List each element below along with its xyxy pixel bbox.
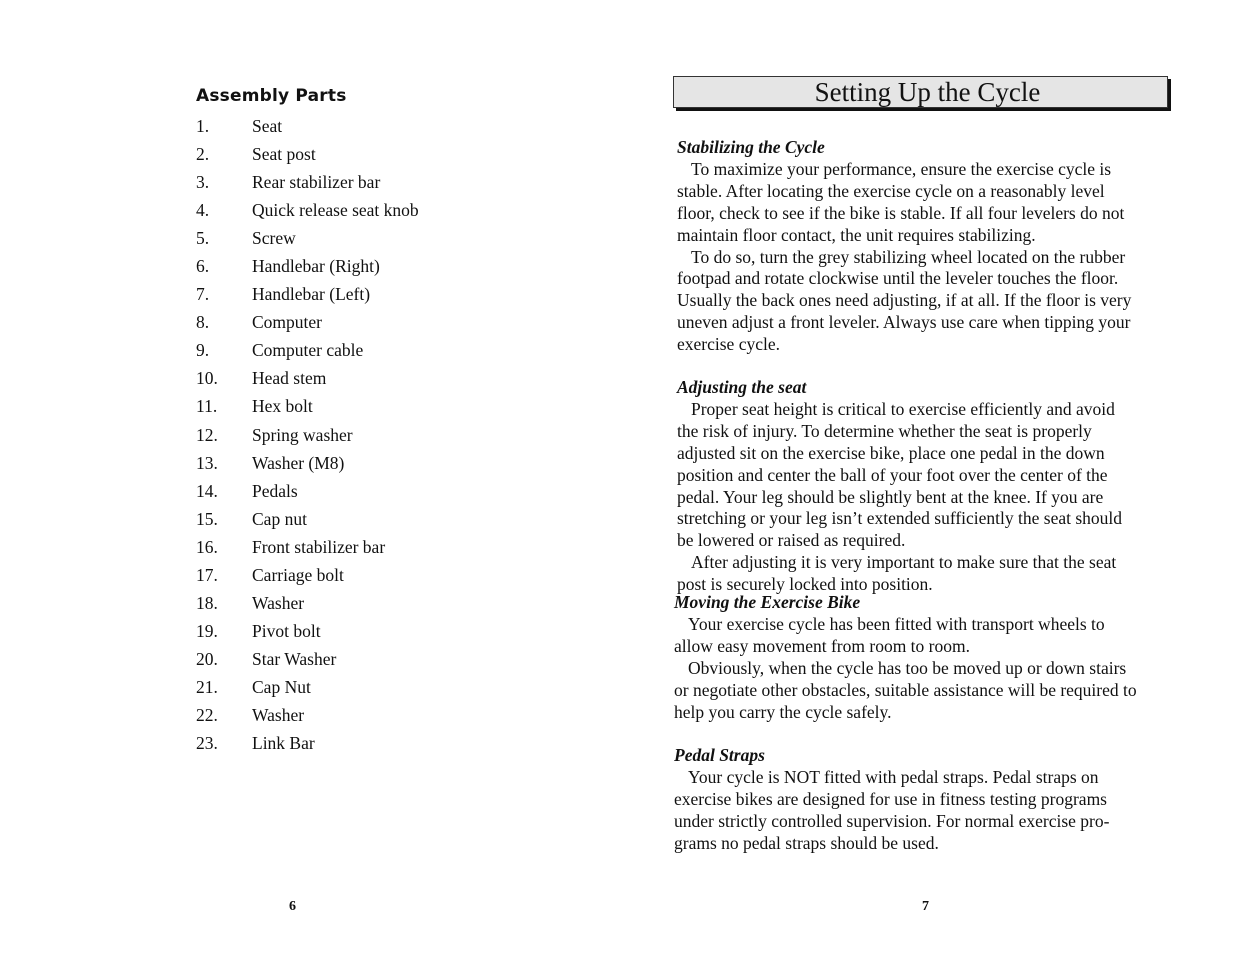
list-item: [196, 254, 419, 282]
left-page: [0, 0, 617, 954]
part-number: 4.: [196, 200, 210, 221]
paragraph-line: Proper seat height is critical to exercise efficiently and avoid: [691, 398, 1115, 419]
part-number: 16.: [196, 536, 218, 557]
part-number: 12.: [196, 424, 218, 445]
part-number: 1.: [196, 116, 210, 136]
list-item: [196, 703, 419, 731]
part-number: 5.: [196, 228, 210, 249]
section-moving-bike: [674, 592, 1137, 723]
part-number: 10.: [196, 368, 218, 389]
page-number-right: 7: [922, 899, 929, 914]
list-item: [196, 114, 419, 142]
paragraph-line: After adjusting it is very important to make sure that the seat: [691, 552, 1117, 573]
part-number: 15.: [196, 508, 218, 529]
part-name: Carriage bolt: [252, 564, 344, 585]
list-item: [196, 226, 419, 254]
part-number: 20.: [196, 648, 218, 669]
paragraph-line: post is securely locked into position.: [677, 574, 933, 595]
part-name: Computer cable: [252, 340, 364, 361]
part-name: Washer (M8): [252, 452, 345, 473]
list-item: [196, 310, 419, 338]
part-number: 9.: [196, 340, 210, 361]
part-name: Rear stabilizer bar: [252, 172, 381, 193]
paragraph-line: pedal. Your leg should be slightly bent at the knee. If you are: [677, 486, 1104, 507]
right-page: [617, 0, 1235, 954]
part-name: Spring washer: [252, 424, 353, 445]
list-item: [196, 282, 419, 310]
part-name: Front stabilizer bar: [252, 536, 386, 557]
list-item: [196, 198, 419, 226]
paragraph-line: exercise cycle.: [677, 334, 780, 355]
paragraph-line: Your cycle is NOT fitted with pedal straps. Pedal straps on: [688, 766, 1099, 787]
paragraph-line: be lowered or raised as required.: [677, 530, 906, 551]
part-name: Hex bolt: [252, 396, 313, 417]
part-name: Washer: [252, 704, 305, 725]
part-number: 13.: [196, 452, 218, 473]
assembly-parts-list: [196, 114, 419, 759]
paragraph-line: grams no pedal straps should be used.: [674, 832, 939, 853]
part-name: Washer: [252, 592, 305, 613]
part-number: 17.: [196, 564, 218, 585]
list-item: [196, 142, 419, 170]
paragraph-line: position and center the ball of your foot over the center of the: [677, 464, 1108, 485]
part-name: Seat post: [252, 144, 316, 165]
list-item: [196, 675, 419, 703]
title-banner: [673, 76, 1168, 108]
part-number: 19.: [196, 620, 218, 641]
part-number: 7.: [196, 284, 210, 305]
paragraph-line: adjusted sit on the exercise bike, place one pedal in the down: [677, 442, 1105, 463]
list-item: [196, 507, 419, 535]
list-item: [196, 338, 419, 366]
part-name: Head stem: [252, 368, 327, 389]
part-name: Pedals: [252, 480, 298, 501]
part-name: Handlebar (Left): [252, 284, 371, 305]
part-name: Pivot bolt: [252, 620, 321, 641]
page-number-left: 6: [289, 899, 296, 914]
part-name: Cap nut: [252, 508, 307, 529]
part-number: 21.: [196, 676, 218, 697]
paragraph-line: maintain floor contact, the unit requires stabilizing.: [677, 224, 1036, 245]
part-number: 2.: [196, 144, 210, 165]
list-item: [196, 366, 419, 394]
paragraph-line: To maximize your performance, ensure the exercise cycle is: [691, 158, 1112, 179]
list-item: [196, 563, 419, 591]
part-number: 14.: [196, 480, 218, 501]
section-stabilizing: [677, 137, 1131, 356]
paragraph-line: allow easy movement from room to room.: [674, 635, 970, 656]
section-heading-straps: Pedal Straps: [674, 745, 765, 765]
part-number: 8.: [196, 312, 210, 333]
list-item: [196, 619, 419, 647]
paragraph-line: floor, check to see if the bike is stable. If all four levelers do not: [677, 202, 1125, 223]
section-heading-stabilizing: Stabilizing the Cycle: [677, 137, 825, 157]
section-heading-seat: Adjusting the seat: [677, 377, 807, 397]
paragraph-line: Your exercise cycle has been fitted with transport wheels to: [688, 613, 1105, 634]
paragraph-line: exercise bikes are designed for use in fitness testing programs: [674, 788, 1107, 809]
paragraph-line: Obviously, when the cycle has too be moved up or down stairs: [688, 657, 1127, 678]
assembly-parts-heading: Assembly Parts: [196, 86, 347, 106]
list-item: [196, 451, 419, 479]
part-name: Star Washer: [252, 648, 337, 669]
paragraph-line: footpad and rotate clockwise until the leveler touches the floor.: [677, 268, 1119, 289]
paragraph-line: Usually the back ones need adjusting, if at all. If the floor is very: [677, 290, 1132, 311]
paragraph-line: stretching or your leg isn’t extended sufficiently the seat should: [677, 508, 1123, 529]
list-item: [196, 591, 419, 619]
list-item: [196, 535, 419, 563]
part-number: 18.: [196, 592, 218, 613]
paragraph-line: uneven adjust a front leveler. Always use care when tipping your: [677, 312, 1131, 333]
list-item: [196, 394, 419, 422]
part-name: Quick release seat knob: [252, 200, 419, 221]
list-item: [196, 731, 419, 759]
part-name: Seat: [252, 116, 283, 136]
list-item: [196, 423, 419, 451]
part-name: Cap Nut: [252, 676, 311, 697]
paragraph-line: stable. After locating the exercise cycle on a reasonably level: [677, 180, 1105, 201]
part-number: 3.: [196, 172, 210, 193]
section-adjusting-seat: [677, 377, 1122, 596]
list-item: [196, 170, 419, 198]
paragraph-line: under strictly controlled supervision. For normal exercise pro-: [674, 810, 1110, 831]
part-name: Computer: [252, 312, 322, 333]
list-item: [196, 647, 419, 675]
part-number: 6.: [196, 256, 210, 277]
part-number: 22.: [196, 704, 218, 725]
part-name: Link Bar: [252, 733, 315, 754]
part-number: 11.: [196, 396, 218, 417]
paragraph-line: help you carry the cycle safely.: [674, 701, 892, 722]
part-name: Handlebar (Right): [252, 256, 380, 277]
part-name: Screw: [252, 228, 296, 249]
page-title: Setting Up the Cycle: [814, 77, 1041, 107]
part-number: 23.: [196, 733, 218, 754]
section-heading-moving: Moving the Exercise Bike: [674, 592, 861, 612]
paragraph-line: To do so, turn the grey stabilizing wheel located on the rubber: [691, 246, 1126, 267]
paragraph-line: or negotiate other obstacles, suitable assistance will be required to: [674, 679, 1137, 700]
list-item: [196, 479, 419, 507]
section-pedal-straps: [674, 745, 1109, 855]
paragraph-line: the risk of injury. To determine whether the seat is properly: [677, 420, 1092, 441]
